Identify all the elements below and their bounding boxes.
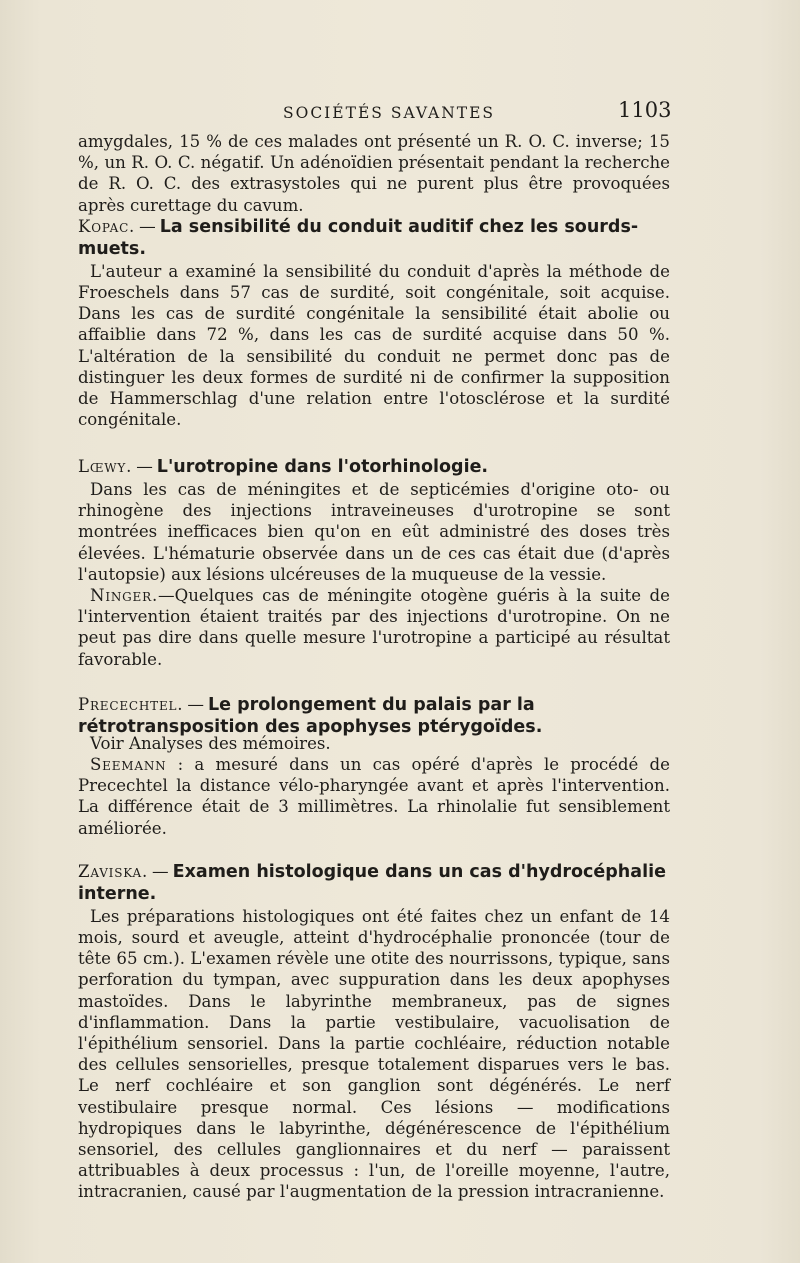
article-heading-zaviska (78, 861, 670, 906)
page-number: 1103 (618, 98, 672, 122)
page-body (78, 131, 670, 1203)
article-paragraph: Voir Analyses des mémoires. (90, 733, 331, 753)
author-name: Lœwy. (78, 457, 133, 477)
discussant-name: Ninger. (90, 585, 159, 605)
discussion-text: : a mesuré dans un cas opéré d'après le procédé de Precechtel la distance vélo-pharyngée avant et après l'intervention. La différence était de 3 millimètres. La rhinolalie fut sensiblement améliorée. (78, 754, 670, 838)
heading-dash: — (139, 216, 156, 236)
discussion-paragraph (78, 585, 670, 670)
discussion-paragraph (78, 754, 670, 839)
intro-paragraph: amygdales, 15 % de ces malades ont présenté un R. O. C. inverse; 15 %, un R. O. C. négatif. Un adénoïdien présentait pendant la recherche de R. O. C. des extrasystoles qui ne purent plus être provoquées après curettage du cavum. (78, 132, 670, 215)
heading-dash: — (187, 694, 204, 714)
author-name: Zaviska. (78, 861, 149, 881)
article-title: L'urotropine dans l'otorhinologie. (156, 457, 489, 478)
article-heading-loewy (78, 456, 670, 479)
discussion-text: —Quelques cas de méningite otogène guéris à la suite de l'intervention étaient traités par des injections d'urotropine. On ne peut pas dire dans quelle mesure l'urotropine a participé au résultat favorable. (78, 585, 670, 669)
article-title: Le prolongement du palais par la rétrotransposition des apophyses ptérygoïdes. (78, 694, 543, 738)
article-title: Examen histologique dans un cas d'hydrocéphalie interne. (78, 861, 666, 905)
article-title: La sensibilité du conduit auditif chez les sourds-muets. (78, 216, 639, 260)
article-heading-kopac (78, 216, 670, 261)
heading-dash: — (152, 861, 169, 881)
author-name: Kopac. (78, 216, 136, 236)
discussant-name: Seemann (90, 754, 167, 774)
page-header (0, 98, 800, 128)
author-name: Precechtel. (78, 694, 184, 714)
article-paragraph: Les préparations histologiques ont été faites chez un enfant de 14 mois, sourd et aveugle, atteint d'hydrocéphalie prononcée (tour de tête 65 cm.). L'examen révèle une otite des nourrissons, typique, sans perforation du tympan, avec suppuration dans les deux apophyses mastoïdes. Dans le labyrinthe membraneux, pas de signes d'inflammation. Dans la partie vestibulaire, vacuolisation de l'épithélium sensoriel. Dans la partie cochléaire, réduction notable des cellules sensorielles, presque totalement disparues vers le bas. Le nerf cochléaire et son ganglion sont dégénérés. Le nerf vestibulaire presque normal. Ces lésions — modifications hydropiques dans le labyrinthe, dégénérescence de l'épithélium sensoriel, des cellules ganglionnaires et du nerf — paraissent attribuables à deux processus : l'un, de l'oreille moyenne, l'autre, intracranien, causé par l'augmentation de la pression intracranienne. (78, 906, 670, 1202)
running-head: SOCIÉTÉS SAVANTES (283, 104, 496, 122)
article-paragraph: Dans les cas de méningites et de septicémies d'origine oto- ou rhinogène des injections intraveineuses d'urotropine se sont montrées inefficaces bien qu'on en eût administré des doses très élevées. L'hématurie observée dans un de ces cas était due (d'après l'autopsie) aux lésions ulcéreuses de la muqueuse de la vessie. (78, 479, 670, 584)
heading-dash: — (136, 457, 153, 477)
article-paragraph: L'auteur a examiné la sensibilité du conduit d'après la méthode de Froeschels dans 57 cas de surdité, soit congénitale, soit acquise. Dans les cas de surdité congénitale la sensibilité était abolie ou affaiblie dans 72 %, dans les cas de surdité acquise dans 50 %. L'altération de la sensibilité du conduit ne permet donc pas de distinguer les deux formes de surdité ni de confirmer la supposition de Hammerschlag d'une relation entre l'otosclérose et la surdité congénitale. (78, 261, 670, 430)
